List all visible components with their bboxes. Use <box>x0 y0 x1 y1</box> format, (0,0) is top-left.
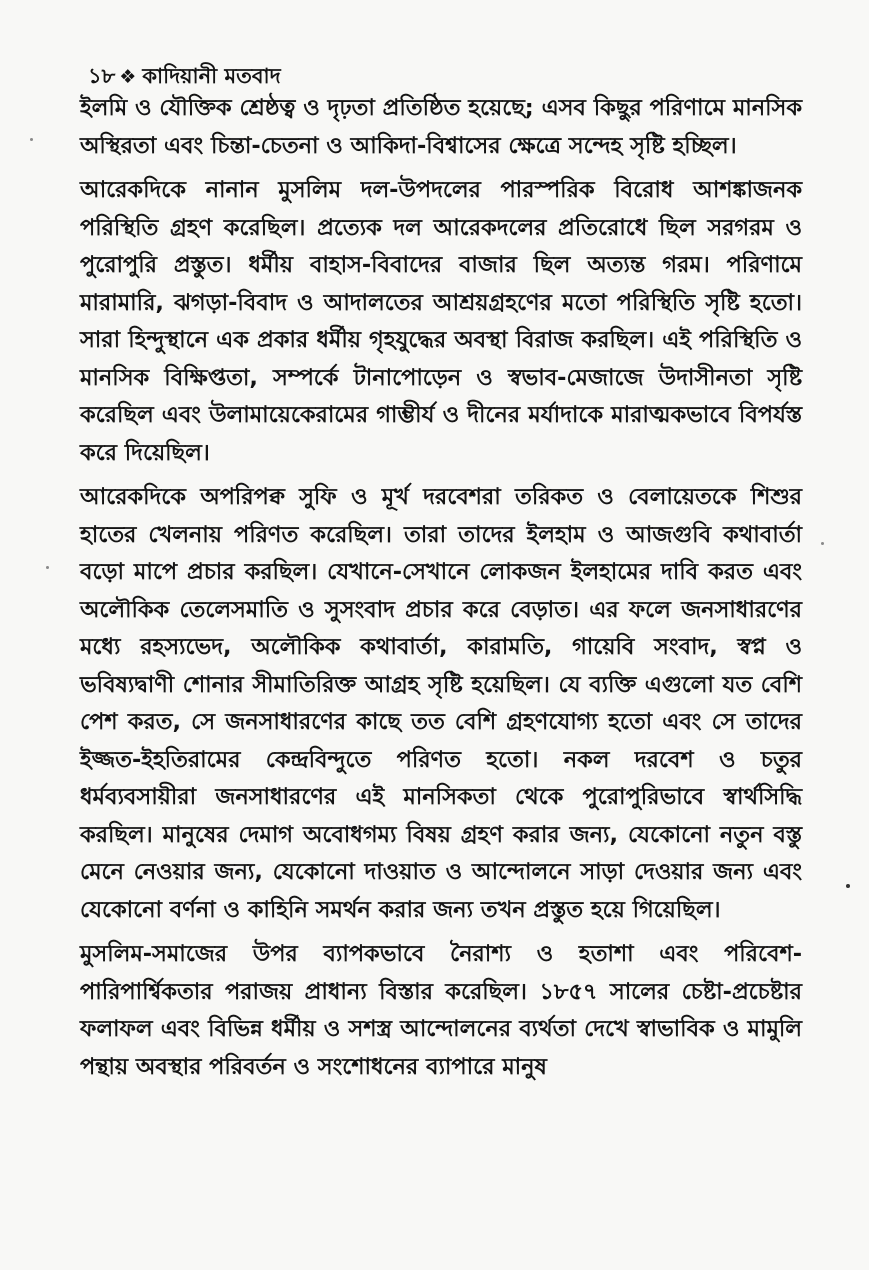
paragraph-1: ইলমি ও যৌক্তিক শ্রেষ্ঠত্ব ও দৃঢ়তা প্রতিষ্ঠিত হয়েছে; এসব কিছুর পরিণামে মানসিক অস্থিরতা এবং চিন্তা-চেতনা ও আকিদা-বিশ্বাসের ক্ষেত্রে সন্দেহ সৃষ্টি হচ্ছিল। <box>80 95 802 159</box>
scan-speck <box>821 542 824 545</box>
page-number: ১৮ <box>88 64 116 88</box>
scan-speck <box>846 884 850 888</box>
paragraph-3: আরেকদিকে অপরিপক্ব সুফি ও মূর্খ দরবেশরা তরিকত ও বেলায়েতকে শিশুর হাতের খেলনায় পরিণত করেছিল। তারা তাদের ইলহাম ও আজগুবি কথাবার্তা বড়ো মাপে প্রচার করছিল। যেখানে-সেখানে লোকজন ইলহামের দাবি করত এবং অলৌকিক তেলেসমাতি ও সুসংবাদ প্রচার করে বেড়াত। এর ফলে জনসাধারণের মধ্যে রহস্যভেদ, অলৌকিক কথাবার্তা, কারামতি, গায়েবি সংবাদ, স্বপ্ন ও ভবিষ্যদ্বাণী শোনার সীমাতিরিক্ত আগ্রহ সৃষ্টি হয়েছিল। যে ব্যক্তি এগুলো যত বেশি পেশ করত, সে জনসাধারণের কাছে তত বেশি গ্রহণযোগ্য হতো এবং সে তাদের ইজ্জত-ইহতিরামের কেন্দ্রবিন্দুতে পরিণত হতো। নকল দরবেশ ও চতুর ধর্মব্যবসায়ীরা জনসাধারণের এই মানসিকতা থেকে পুরোপুরিভাবে স্বার্থসিদ্ধি করছিল। মানুষের দেমাগ অবোধগম্য বিষয় গ্রহণ করার জন্য, যেকোনো নতুন বস্তু মেনে নেওয়ার জন্য, যেকোনো দাওয়াত ও আন্দোলনে সাড়া দেওয়ার জন্য এবং যেকোনো বর্ণনা ও কাহিনি সমর্থন করার জন্য তখন প্রস্তুত হয়ে গিয়েছিল। <box>80 484 802 923</box>
running-header <box>88 62 281 91</box>
body-text <box>80 90 802 1086</box>
paragraph-4: মুসলিম-সমাজের উপর ব্যাপকভাবে নৈরাশ্য ও হতাশা এবং পরিবেশ-পারিপার্শ্বিকতার পরাজয় প্রাধান্য বিস্তার করেছিল। ১৮৫৭ সালের চেষ্টা-প্রচেষ্টার ফলাফল এবং বিভিন্ন ধর্মীয় ও সশস্ত্র আন্দোলনের ব্যর্থতা দেখে স্বাভাবিক ও মামুলি পন্থায় অবস্থার পরিবর্তন ও সংশোধনের ব্যাপারে মানুষ <box>80 941 802 1080</box>
book-title: কাদিয়ানী মতবাদ <box>142 64 281 88</box>
ornament-icon: ❖ <box>119 66 137 88</box>
scan-speck <box>30 138 33 141</box>
paragraph-2: আরেকদিকে নানান মুসলিম দল-উপদলের পারস্পরিক বিরোধ আশঙ্কাজনক পরিস্থিতি গ্রহণ করেছিল। প্রত্যেক দল আরেকদলের প্রতিরোধে ছিল সরগরম ও পুরোপুরি প্রস্তুত। ধর্মীয় বাহাস-বিবাদের বাজার ছিল অত্যন্ত গরম। পরিণামে মারামারি, ঝগড়া-বিবাদ ও আদালতের আশ্রয়গ্রহণের মতো পরিস্থিতি সৃষ্টি হতো। সারা হিন্দুস্থানে এক প্রকার ধর্মীয় গৃহযুদ্ধের অবস্থা বিরাজ করছিল। এই পরিস্থিতি ও মানসিক বিক্ষিপ্ততা, সম্পর্কে টানাপোড়েন ও স্বভাব-মেজাজে উদাসীনতা সৃষ্টি করেছিল এবং উলামায়েকেরামের গাম্ভীর্য ও দীনের মর্যাদাকে মারাত্মকভাবে বিপর্যস্ত করে দিয়েছিল। <box>80 177 802 466</box>
scan-speck <box>46 566 49 569</box>
